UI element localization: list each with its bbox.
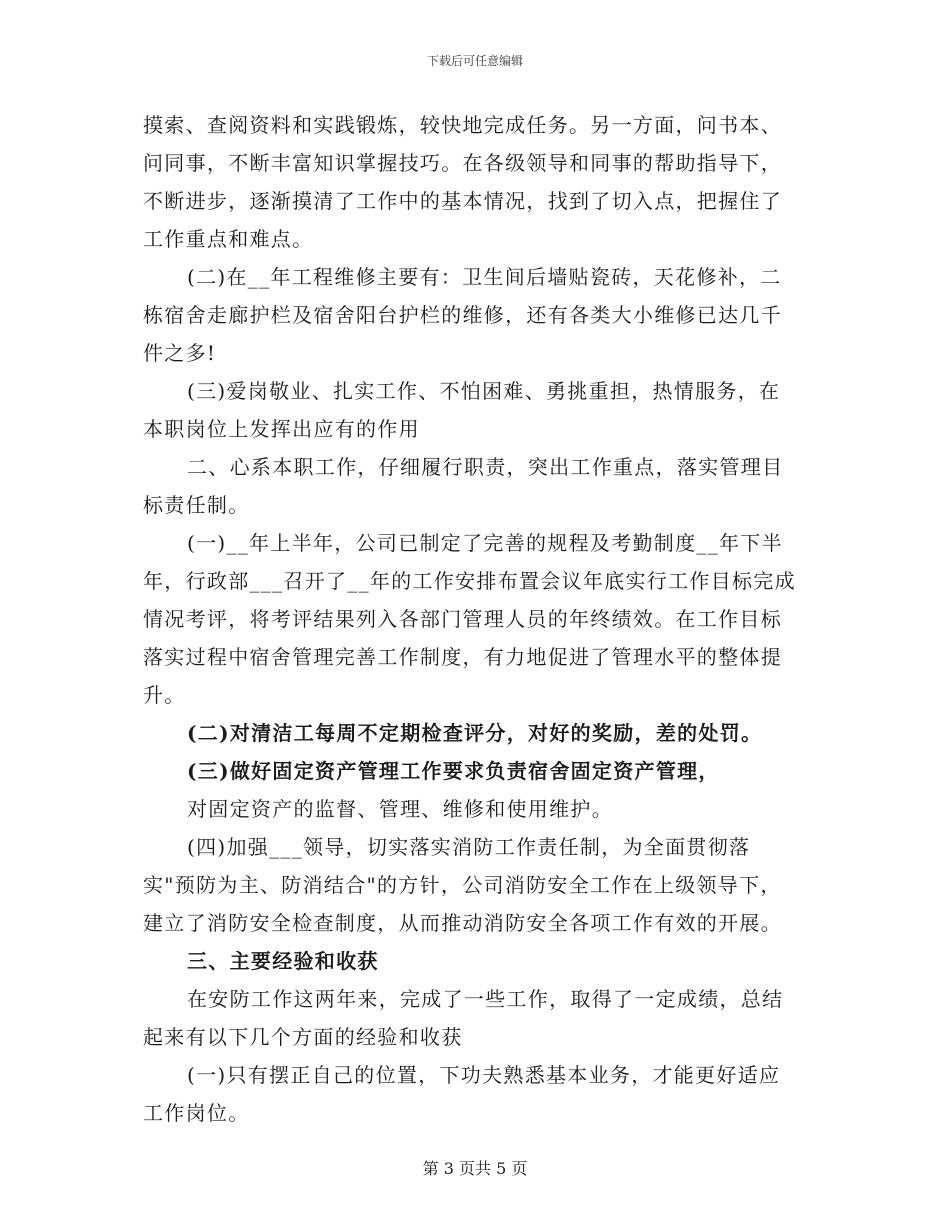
text-line: 落实过程中宿舍管理完善工作制度，有力地促进了管理水平的整体提 [143, 645, 782, 669]
text-line: (四)加强___领导，切实落实消防工作责任制，为全面贯彻落 [187, 835, 751, 859]
text-line: (二)在__年工程维修主要有：卫生间后墙贴瓷砖，天花修补，二 [187, 265, 782, 289]
text-line: 标责任制。 [143, 493, 250, 517]
text-line: 问同事，不断丰富知识掌握技巧。在各级领导和同事的帮助指导下， [143, 151, 782, 175]
text-line: (一)只有摆正自己的位置，下功夫熟悉基本业务，才能更好适应 [187, 1063, 781, 1087]
page-footer: 第 3 页共 5 页 [422, 1159, 528, 1178]
page-header: 下载后可任意编辑 [426, 54, 523, 68]
text-line: 年，行政部___召开了__年的工作安排布置会议年底实行工作目标完成 [143, 569, 796, 593]
text-line: 二、心系本职工作，仔细履行职责，突出工作重点，落实管理目 [187, 455, 784, 479]
text-line: 件之多! [143, 341, 217, 365]
text-line: 本职岗位上发挥出应有的作用 [143, 417, 420, 441]
text-line: (三)做好固定资产管理工作要求负责宿舍固定资产管理， [187, 759, 720, 783]
text-line: 摸索、查阅资料和实践锻炼，较快地完成任务。另一方面，问书本、 [143, 113, 782, 137]
text-line: 栋宿舍走廊护栏及宿舍阳台护栏的维修，还有各类大小维修已达几千 [143, 303, 782, 327]
text-line: 升。 [143, 683, 186, 707]
text-line: 三、主要经验和收获 [187, 949, 379, 973]
text-line: 对固定资产的监督、管理、维修和使用维护。 [187, 797, 613, 821]
text-line: (三)爱岗敬业、扎实工作、不怕困难、勇挑重担，热情服务，在 [187, 379, 781, 403]
text-line: 情况考评，将考评结果列入各部门管理人员的年终绩效。在工作目标 [143, 607, 782, 631]
text-line: (二)对清洁工每周不定期检查评分，对好的奖励，差的处罚。 [187, 721, 763, 745]
text-line: 工作岗位。 [143, 1101, 250, 1125]
document-body [143, 106, 803, 1132]
text-line: 实"预防为主、防消结合"的方针，公司消防安全工作在上级领导下， [143, 873, 782, 897]
text-line: 在安防工作这两年来，完成了一些工作，取得了一定成绩，总结 [187, 987, 784, 1011]
text-line: 起来有以下几个方面的经验和收获 [143, 1025, 463, 1049]
text-line: 不断进步，逐渐摸清了工作中的基本情况，找到了切入点，把握住了 [143, 189, 782, 213]
text-line: 工作重点和难点。 [143, 227, 314, 251]
text-line: (一)__年上半年，公司已制定了完善的规程及考勤制度__年下半 [187, 531, 783, 555]
text-line: 建立了消防安全检查制度，从而推动消防安全各项工作有效的开展。 [143, 911, 782, 935]
